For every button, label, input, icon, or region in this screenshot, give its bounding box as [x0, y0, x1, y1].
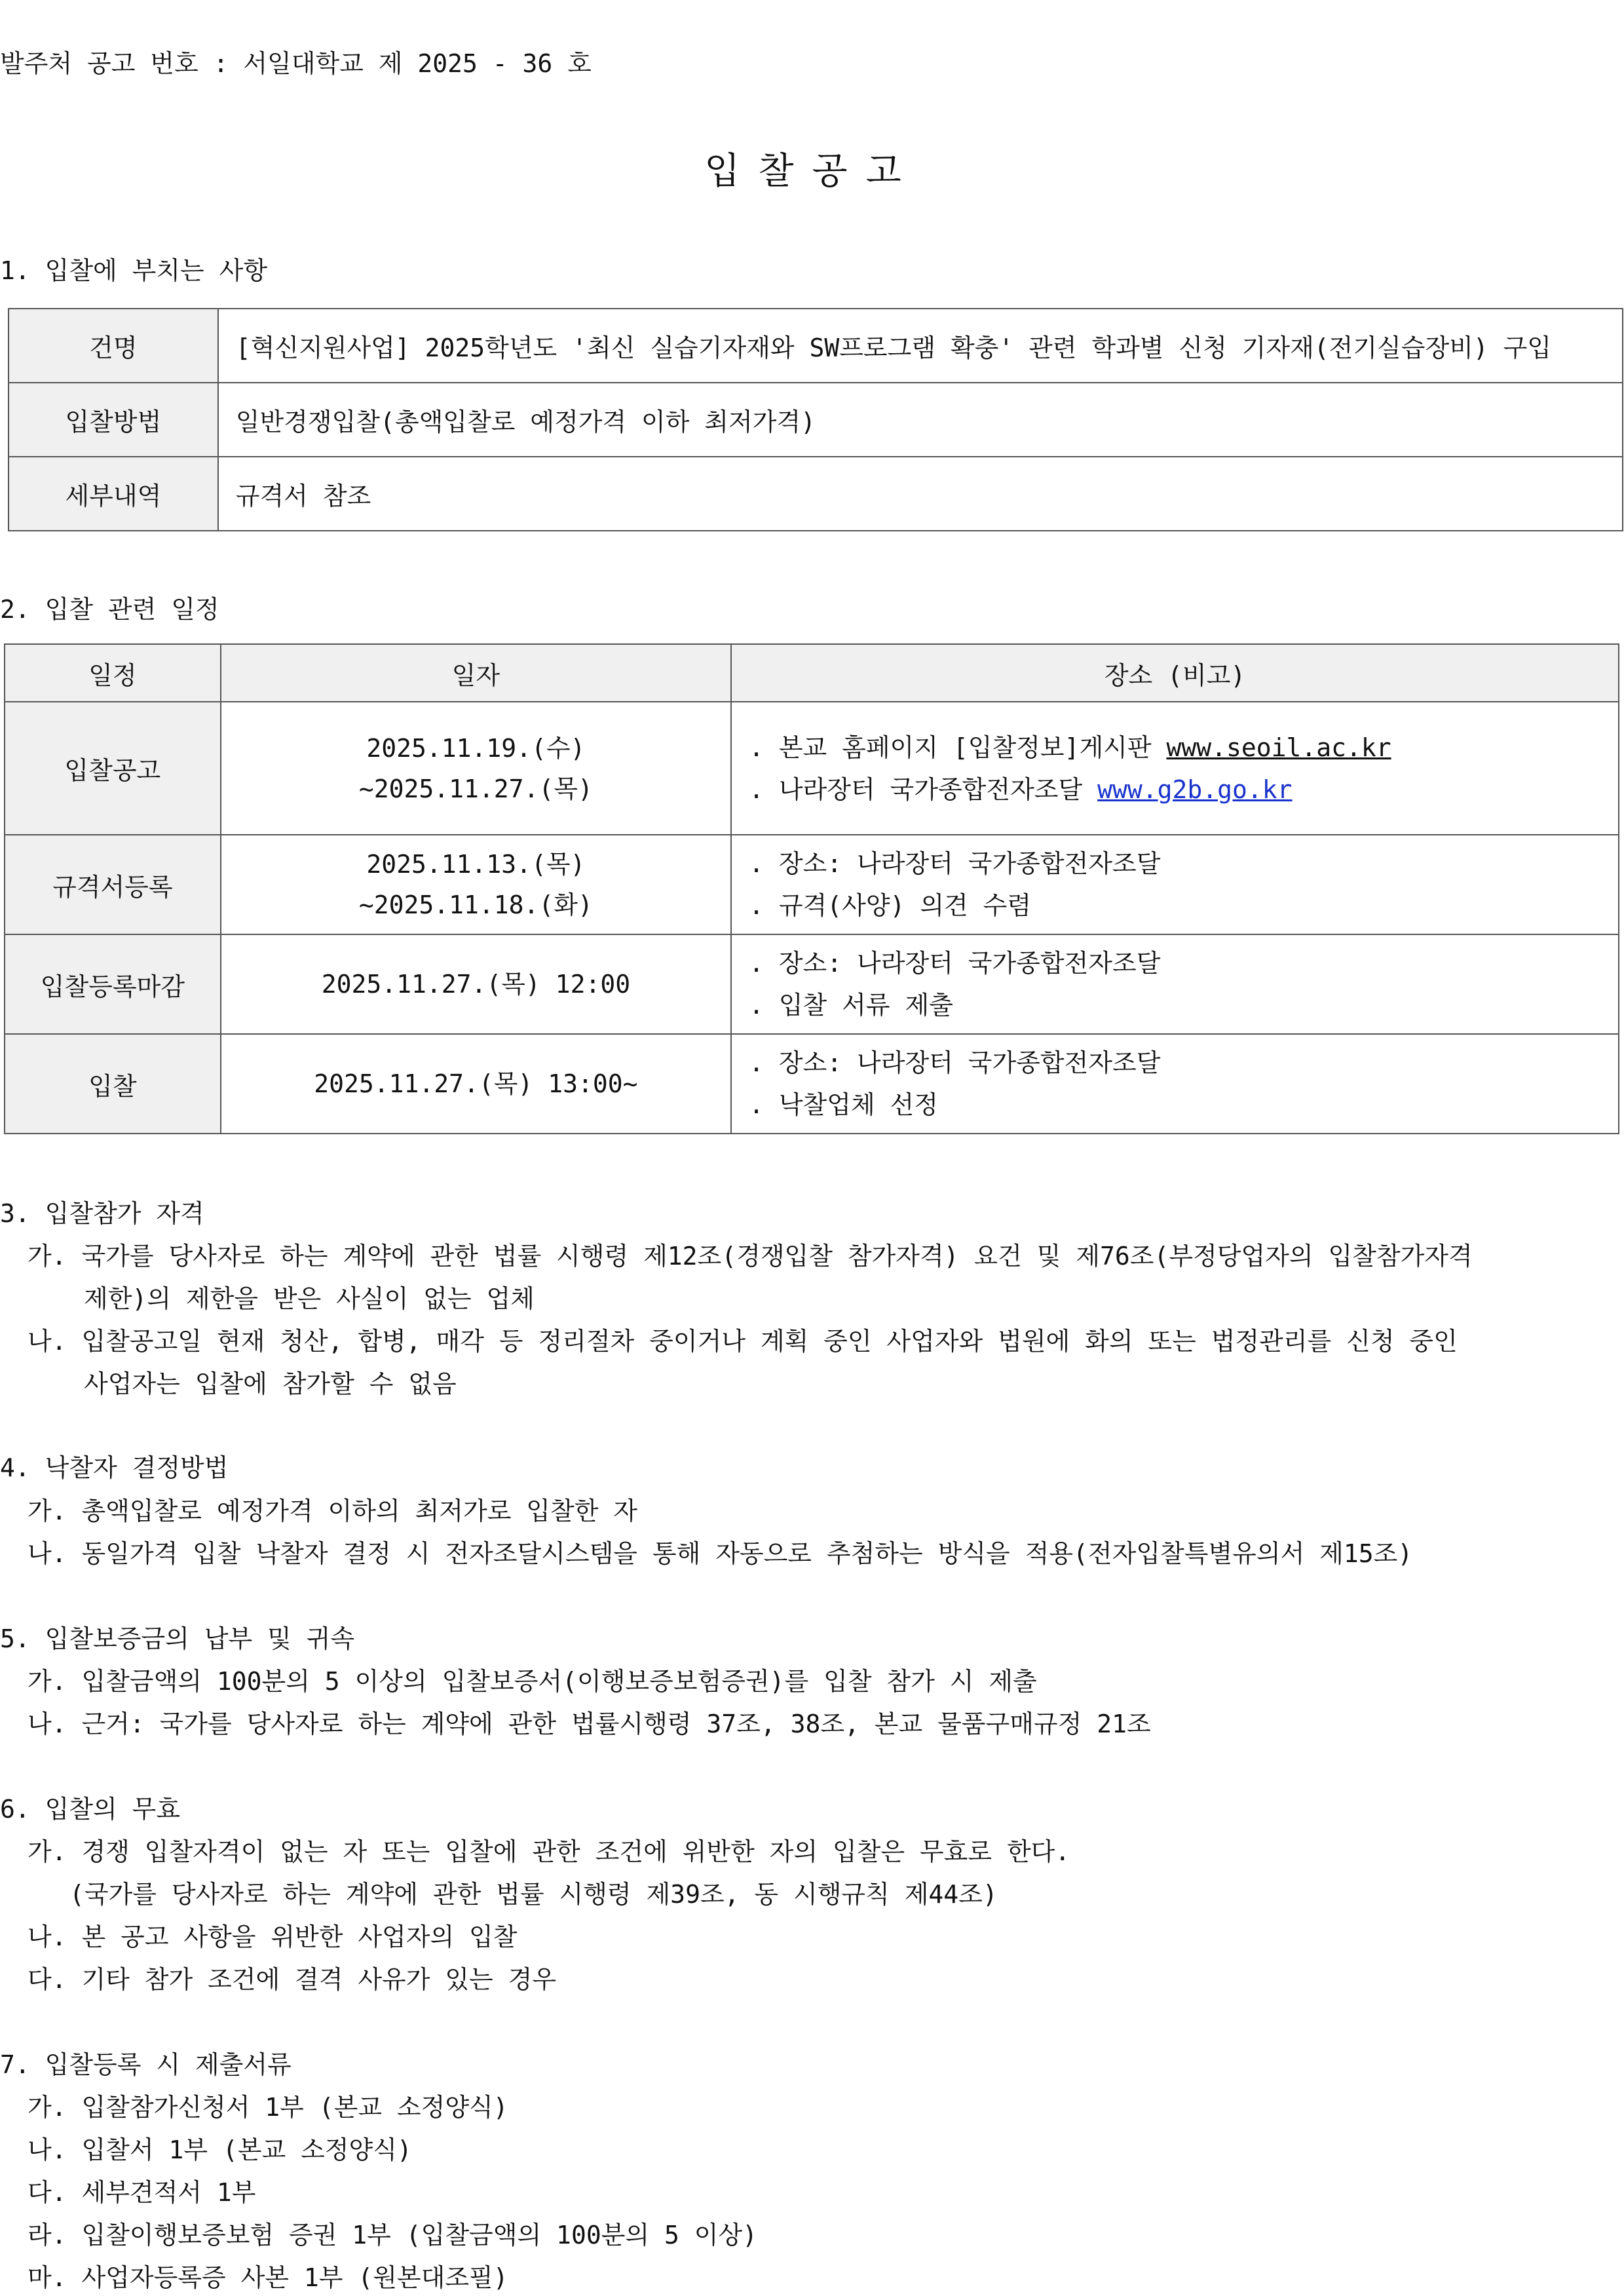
- note-line: [749, 727, 1618, 769]
- seoil-homepage-link[interactable]: www.seoil.ac.kr: [1166, 733, 1391, 762]
- schedule-notes: [731, 702, 1619, 835]
- list-item: 라. 입찰이행보증보험 증권 1부 (입찰금액의 100분의 5 이상): [28, 2221, 758, 2249]
- row-label: 세부내역: [9, 457, 218, 531]
- list-item: 나. 입찰공고일 현재 청산, 합병, 매각 등 정리절차 중이거나 계획 중인 사업자와 법원에 화의 또는 법정관리를 신청 중인: [28, 1327, 1458, 1356]
- date-start: 2025.11.13.(목): [366, 850, 586, 879]
- list-item: 나. 동일가격 입찰 낙찰자 결정 시 전자조달시스템을 통해 자동으로 추첨하는 방식을 적용(전자입찰특별유의서 제15조): [28, 1539, 1413, 1568]
- row-value: 규격서 참조: [218, 457, 1623, 531]
- section-1-heading: 1. 입찰에 부치는 사항: [0, 256, 268, 285]
- row-value: [혁신지원사업] 2025학년도 '최신 실습기자재와 SW프로그램 확충' 관련 학과별 신청 기자재(전기실습장비) 구입: [218, 309, 1623, 383]
- section-5-heading: 5. 입찰보증금의 납부 및 귀속: [0, 1624, 355, 1653]
- schedule-table: [4, 643, 1619, 1134]
- schedule-name: 입찰: [5, 1034, 221, 1134]
- note-line: . 입찰 서류 제출: [749, 991, 953, 1020]
- note-text: . 본교 홈페이지 [입찰정보]게시판: [749, 733, 1167, 762]
- schedule-name: 입찰공고: [5, 702, 221, 835]
- date-start: 2025.11.19.(수): [366, 733, 586, 763]
- schedule-date: 2025.11.27.(목) 13:00~: [221, 1034, 731, 1134]
- list-item: (국가를 당사자로 하는 계약에 관한 법률 시행령 제39조, 동 시행규칙 제44조): [69, 1880, 998, 1909]
- note-line: . 장소: 나라장터 국가종합전자조달: [749, 849, 1161, 878]
- note-line: . 장소: 나라장터 국가종합전자조달: [749, 949, 1161, 978]
- note-line: . 규격(사양) 의견 수렴: [749, 891, 1032, 920]
- section-3-heading: 3. 입찰참가 자격: [0, 1199, 204, 1228]
- section-6-heading: 6. 입찰의 무효: [0, 1795, 181, 1824]
- section-4-heading: 4. 낙찰자 결정방법: [0, 1453, 229, 1482]
- list-item: 가. 입찰금액의 100분의 5 이상의 입찰보증서(이행보증보험증권)를 입찰 참가 시 제출: [28, 1667, 1037, 1696]
- table-row: [9, 383, 1623, 457]
- list-item: 마. 사업자등록증 사본 1부 (원본대조필): [28, 2263, 508, 2292]
- notice-number: 발주처 공고 번호 : 서일대학교 제 2025 - 36 호: [0, 49, 592, 78]
- table-row: [9, 309, 1623, 383]
- list-item: 제한)의 제한을 받은 사실이 없는 업체: [84, 1284, 535, 1313]
- list-item: 가. 경쟁 입찰자격이 없는 자 또는 입찰에 관한 조건에 위반한 자의 입찰은 무효로 한다.: [28, 1837, 1070, 1866]
- table-row: [5, 934, 1619, 1034]
- note-text: . 나라장터 국가종합전자조달: [749, 775, 1098, 804]
- note-line: . 장소: 나라장터 국가종합전자조달: [749, 1048, 1161, 1077]
- note-line: [749, 769, 1618, 811]
- column-header: 일자: [221, 644, 731, 702]
- schedule-date: [221, 835, 731, 934]
- table-row: [9, 457, 1623, 531]
- table-row: [5, 1034, 1619, 1134]
- list-item: 가. 총액입찰로 예정가격 이하의 최저가로 입찰한 자: [28, 1497, 638, 1525]
- list-item: 다. 세부견적서 1부: [28, 2178, 256, 2207]
- table-header-row: [5, 644, 1619, 702]
- list-item: 가. 입찰참가신청서 1부 (본교 소정양식): [28, 2093, 508, 2122]
- date-end: ~2025.11.27.(목): [358, 774, 593, 803]
- row-label: 입찰방법: [9, 383, 218, 457]
- column-header: 장소 (비고): [731, 644, 1619, 702]
- section-2-heading: 2. 입찰 관련 일정: [0, 595, 219, 624]
- schedule-date: 2025.11.27.(목) 12:00: [221, 934, 731, 1034]
- schedule-date: [221, 702, 731, 835]
- schedule-notes: [731, 934, 1619, 1034]
- note-line: . 낙찰업체 선정: [749, 1090, 938, 1119]
- bid-items-table: [8, 308, 1623, 531]
- schedule-notes: [731, 1034, 1619, 1134]
- list-item: 나. 본 공고 사항을 위반한 사업자의 입찰: [28, 1923, 518, 1951]
- schedule-notes: [731, 835, 1619, 934]
- table-row: [5, 835, 1619, 934]
- row-label: 건명: [9, 309, 218, 383]
- table-row: [5, 702, 1619, 835]
- page-title: 입찰공고: [704, 150, 920, 193]
- section-7-heading: 7. 입찰등록 시 제출서류: [0, 2050, 292, 2079]
- list-item: 나. 입찰서 1부 (본교 소정양식): [28, 2135, 412, 2164]
- row-value: 일반경쟁입찰(총액입찰로 예정가격 이하 최저가격): [218, 383, 1623, 457]
- date-end: ~2025.11.18.(화): [358, 890, 593, 919]
- g2b-link[interactable]: www.g2b.go.kr: [1097, 775, 1293, 804]
- column-header: 일정: [5, 644, 221, 702]
- list-item: 다. 기타 참가 조건에 결격 사유가 있는 경우: [28, 1965, 557, 1994]
- schedule-name: 입찰등록마감: [5, 934, 221, 1034]
- list-item: 사업자는 입찰에 참가할 수 없음: [84, 1369, 457, 1398]
- list-item: 가. 국가를 당사자로 하는 계약에 관한 법률 시행령 제12조(경쟁입찰 참가자격) 요건 및 제76조(부정당업자의 입찰참가자격: [28, 1242, 1473, 1271]
- list-item: 나. 근거: 국가를 당사자로 하는 계약에 관한 법률시행령 37조, 38조, 본교 물품구매규정 21조: [28, 1710, 1151, 1738]
- schedule-name: 규격서등록: [5, 835, 221, 934]
